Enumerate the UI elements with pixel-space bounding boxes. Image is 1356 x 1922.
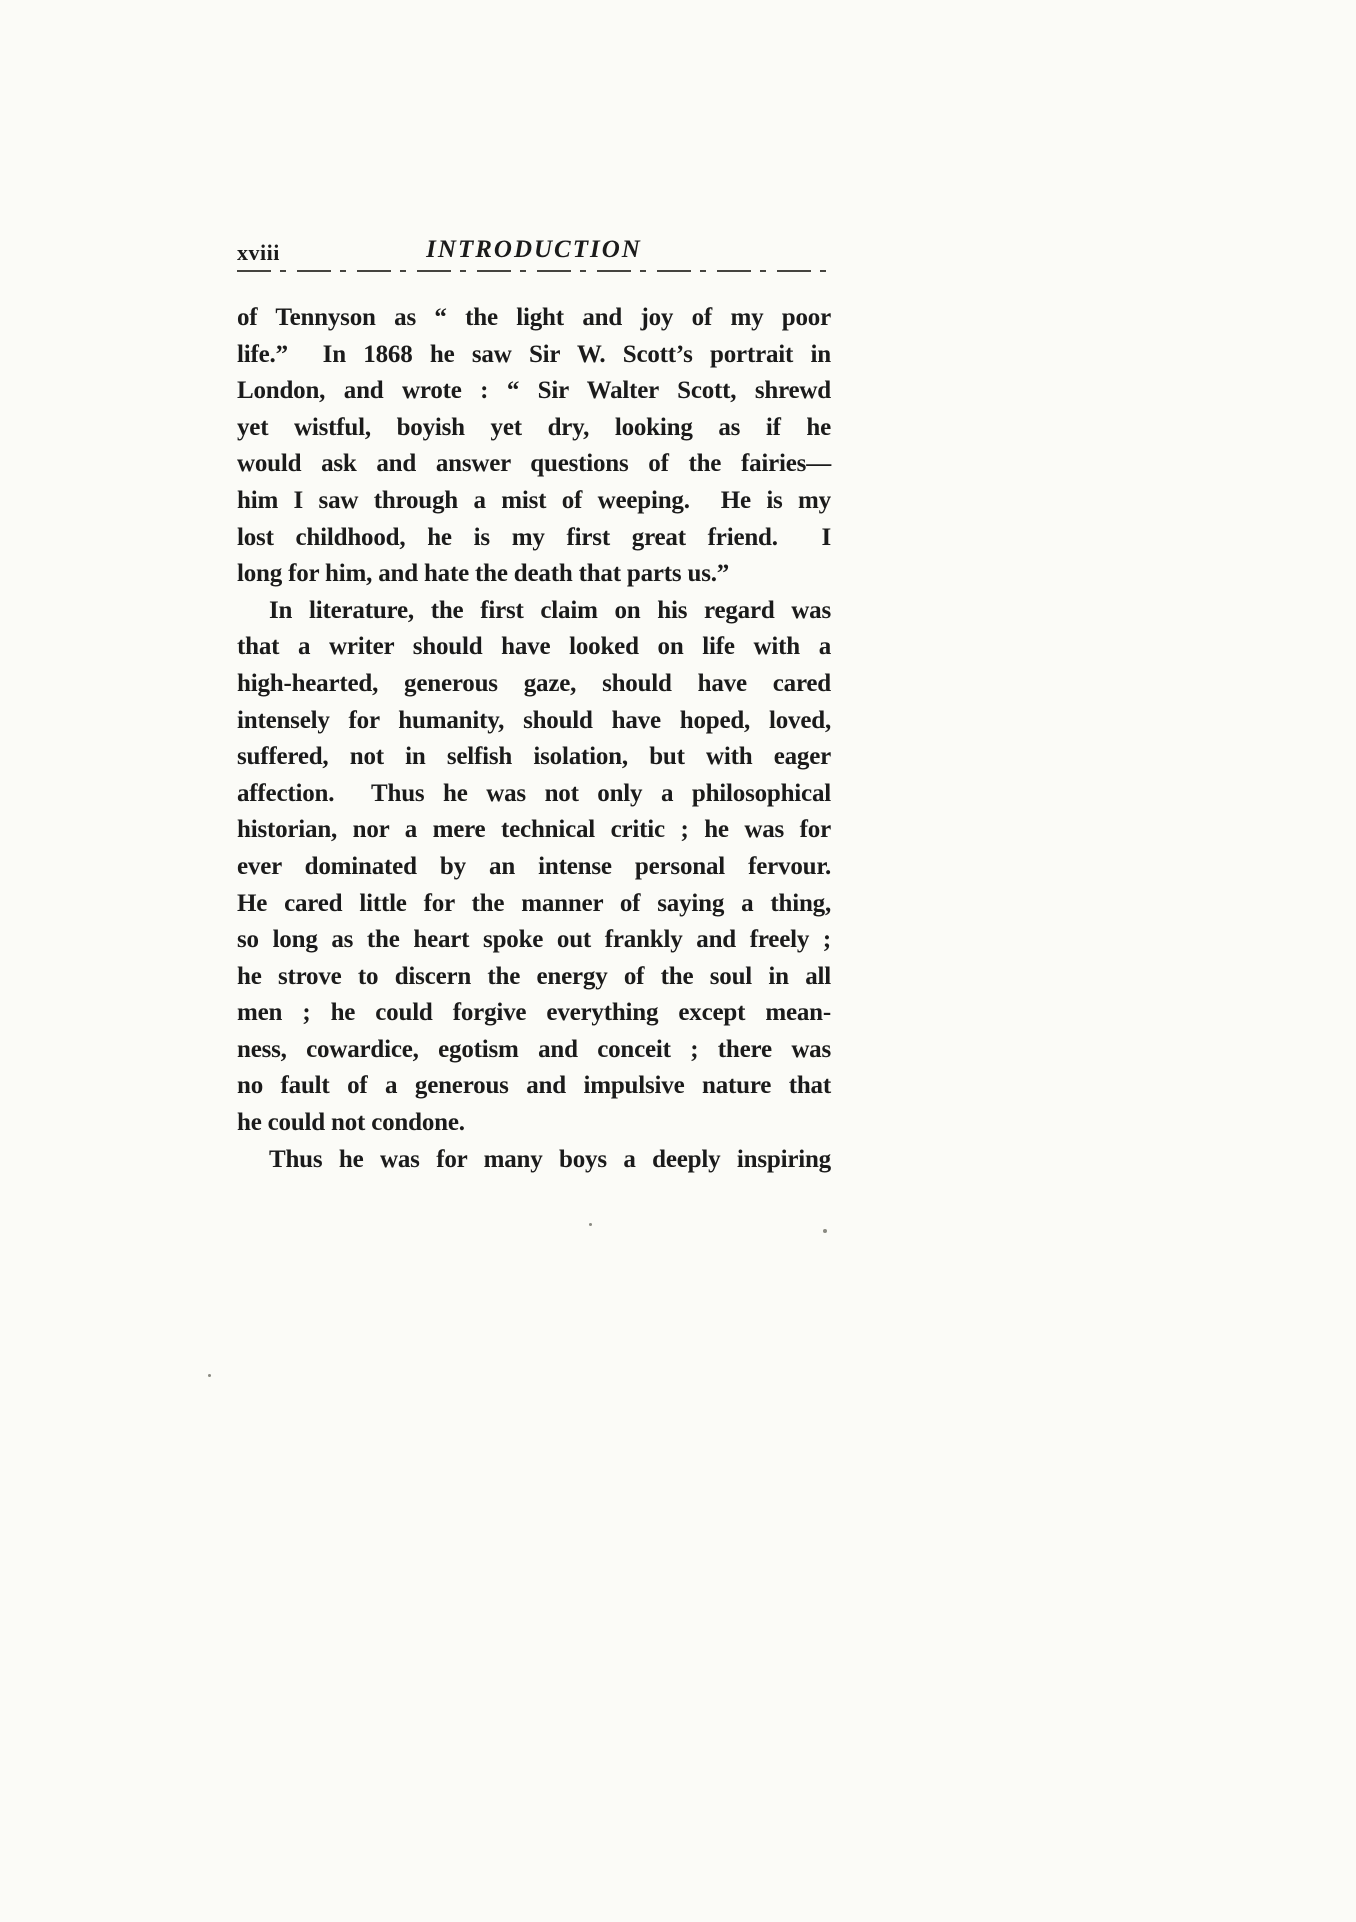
body-text xyxy=(237,300,831,1178)
text-line: would ask and answer questions of the fairies— xyxy=(237,450,831,478)
text-line: intensely for humanity, should have hoped, loved, xyxy=(237,706,831,734)
text-line: ness, cowardice, egotism and conceit ; there was xyxy=(237,1035,831,1063)
paragraph xyxy=(237,593,831,1142)
page-number: xviii xyxy=(237,240,280,265)
text-line: suffered, not in selfish isolation, but with eager xyxy=(237,743,831,771)
text-line: He cared little for the manner of saying a thing, xyxy=(237,889,831,917)
text-line: long for him, and hate the death that parts us.” xyxy=(237,560,730,588)
text-line: that a writer should have looked on life with a xyxy=(237,633,831,661)
text-line: historian, nor a mere technical critic ; he was for xyxy=(237,816,831,844)
text-line: him I saw through a mist of weeping. He is my xyxy=(237,486,831,514)
page-header xyxy=(237,234,831,270)
paragraph xyxy=(237,1142,831,1179)
text-line: no fault of a generous and impulsive nature that xyxy=(237,1072,831,1100)
text-line: lost childhood, he is my first great friend. I xyxy=(237,523,831,551)
paragraph xyxy=(237,300,831,593)
text-line: men ; he could forgive everything except mean- xyxy=(237,999,831,1027)
text-column xyxy=(237,234,831,1178)
text-line: so long as the heart spoke out frankly and freely ; xyxy=(237,926,831,954)
text-line: affection. Thus he was not only a philosophical xyxy=(237,779,831,807)
text-line: high-hearted, generous gaze, should have cared xyxy=(237,669,831,697)
page-title: INTRODUCTION xyxy=(426,236,642,263)
text-line: he could not condone. xyxy=(237,1109,465,1137)
scan-speck xyxy=(823,1229,827,1233)
text-line: London, and wrote : “ Sir Walter Scott, shrewd xyxy=(237,377,831,405)
text-line: ever dominated by an intense personal fervour. xyxy=(237,852,831,880)
text-line: life.” In 1868 he saw Sir W. Scott’s portrait in xyxy=(237,340,831,368)
text-line: he strove to discern the energy of the soul in all xyxy=(237,962,831,990)
text-line: of Tennyson as “ the light and joy of my poor xyxy=(237,304,831,331)
header-rule xyxy=(237,270,831,272)
text-line: yet wistful, boyish yet dry, looking as if he xyxy=(237,413,831,441)
text-line: In literature, the first claim on his regard was xyxy=(269,596,831,624)
scan-speck xyxy=(589,1223,592,1226)
scan-speck xyxy=(208,1374,211,1377)
text-line: Thus he was for many boys a deeply inspiring xyxy=(269,1145,831,1173)
